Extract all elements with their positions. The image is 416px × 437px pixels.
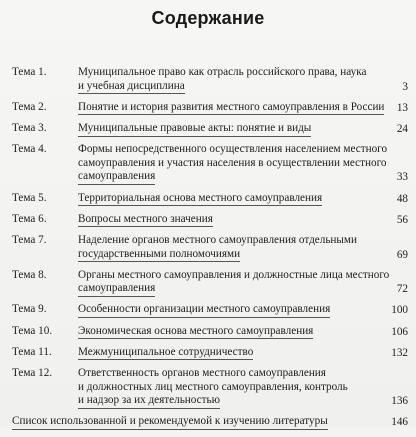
toc-line: Вопросы местного значения [78, 213, 213, 228]
toc-entry-8 [12, 269, 408, 297]
toc-line: и должностных лиц местного самоуправления, контроль [78, 380, 348, 393]
toc-line: Экономическая основа местного самоуправления [78, 325, 313, 340]
toc-entry-10 [12, 325, 408, 340]
toc-page-number: 100 [391, 304, 408, 317]
toc-line: Понятие и история развития местного самоуправления в России [78, 101, 384, 116]
toc-line: государственными полномочиями [78, 248, 240, 263]
toc-page-number: 56 [396, 213, 408, 226]
toc-entry-7 [12, 234, 408, 262]
toc-page-number: 72 [396, 283, 408, 296]
toc-line: и учебная дисциплина [78, 80, 185, 95]
toc-number: Тема 5. [12, 191, 47, 204]
toc-entry-2 [12, 101, 408, 116]
toc-page-number: 13 [396, 101, 408, 114]
toc-line: Муниципальные правовые акты: понятие и виды [78, 122, 311, 137]
toc-entry-12 [12, 367, 408, 409]
table-of-contents [12, 66, 408, 437]
toc-number: Тема 11. [12, 345, 52, 358]
toc-number: Тема 6. [12, 212, 47, 225]
toc-page-number: 69 [396, 248, 408, 261]
toc-number: Тема 7. [12, 233, 47, 246]
toc-line: и надзор за их деятельностью [78, 394, 220, 409]
toc-number: Тема 9. [12, 303, 47, 316]
toc-page-number: 146 [391, 416, 408, 429]
toc-page-number: 132 [391, 346, 408, 359]
toc-line: самоуправления [78, 282, 155, 297]
toc-page-number: 48 [396, 192, 408, 205]
page-title: Содержание [151, 8, 265, 28]
toc-page-number: 24 [396, 122, 408, 135]
toc-number: Тема 1. [12, 66, 47, 78]
toc-page-number: 106 [391, 325, 408, 338]
toc-line: Территориальная основа местного самоуправления [78, 192, 322, 207]
toc-number: Тема 2. [12, 100, 47, 113]
toc-entry-1 [12, 66, 408, 94]
toc-line: Формы непосредственного осуществления населением местного [78, 143, 388, 156]
toc-line: Ответственность органов местного самоуправления [78, 367, 326, 380]
toc-entry-6 [12, 213, 408, 228]
toc-entry-bibliography [12, 415, 408, 430]
toc-page-number: 136 [391, 395, 408, 408]
toc-entry-9 [12, 303, 408, 318]
toc-line: самоуправления и участия населения в осуществлении местного [78, 156, 387, 169]
toc-line: самоуправления [78, 170, 155, 185]
toc-entry-3 [12, 122, 408, 137]
toc-number: Тема 10. [12, 324, 53, 337]
toc-entry-4 [12, 143, 408, 185]
toc-line: Межмуниципальное сотрудничество [78, 346, 253, 361]
toc-line: Список использованной и рекомендуемой к изучению литературы [12, 415, 328, 430]
toc-number: Тема 12. [12, 367, 53, 380]
toc-line: Органы местного самоуправления и должностные лица местного [78, 268, 390, 281]
toc-number: Тема 8. [12, 268, 47, 281]
toc-line: Муниципальное право как отрасль российского права, наука [78, 66, 367, 78]
toc-number: Тема 3. [12, 121, 47, 134]
toc-line: Наделение органов местного самоуправления отдельными [78, 233, 358, 246]
toc-number: Тема 4. [12, 143, 47, 156]
toc-line: Особенности организации местного самоуправления [78, 303, 330, 318]
toc-entry-11 [12, 346, 408, 361]
toc-entry-5 [12, 192, 408, 207]
toc-page-number: 3 [402, 80, 408, 93]
toc-page-number: 33 [396, 171, 408, 184]
